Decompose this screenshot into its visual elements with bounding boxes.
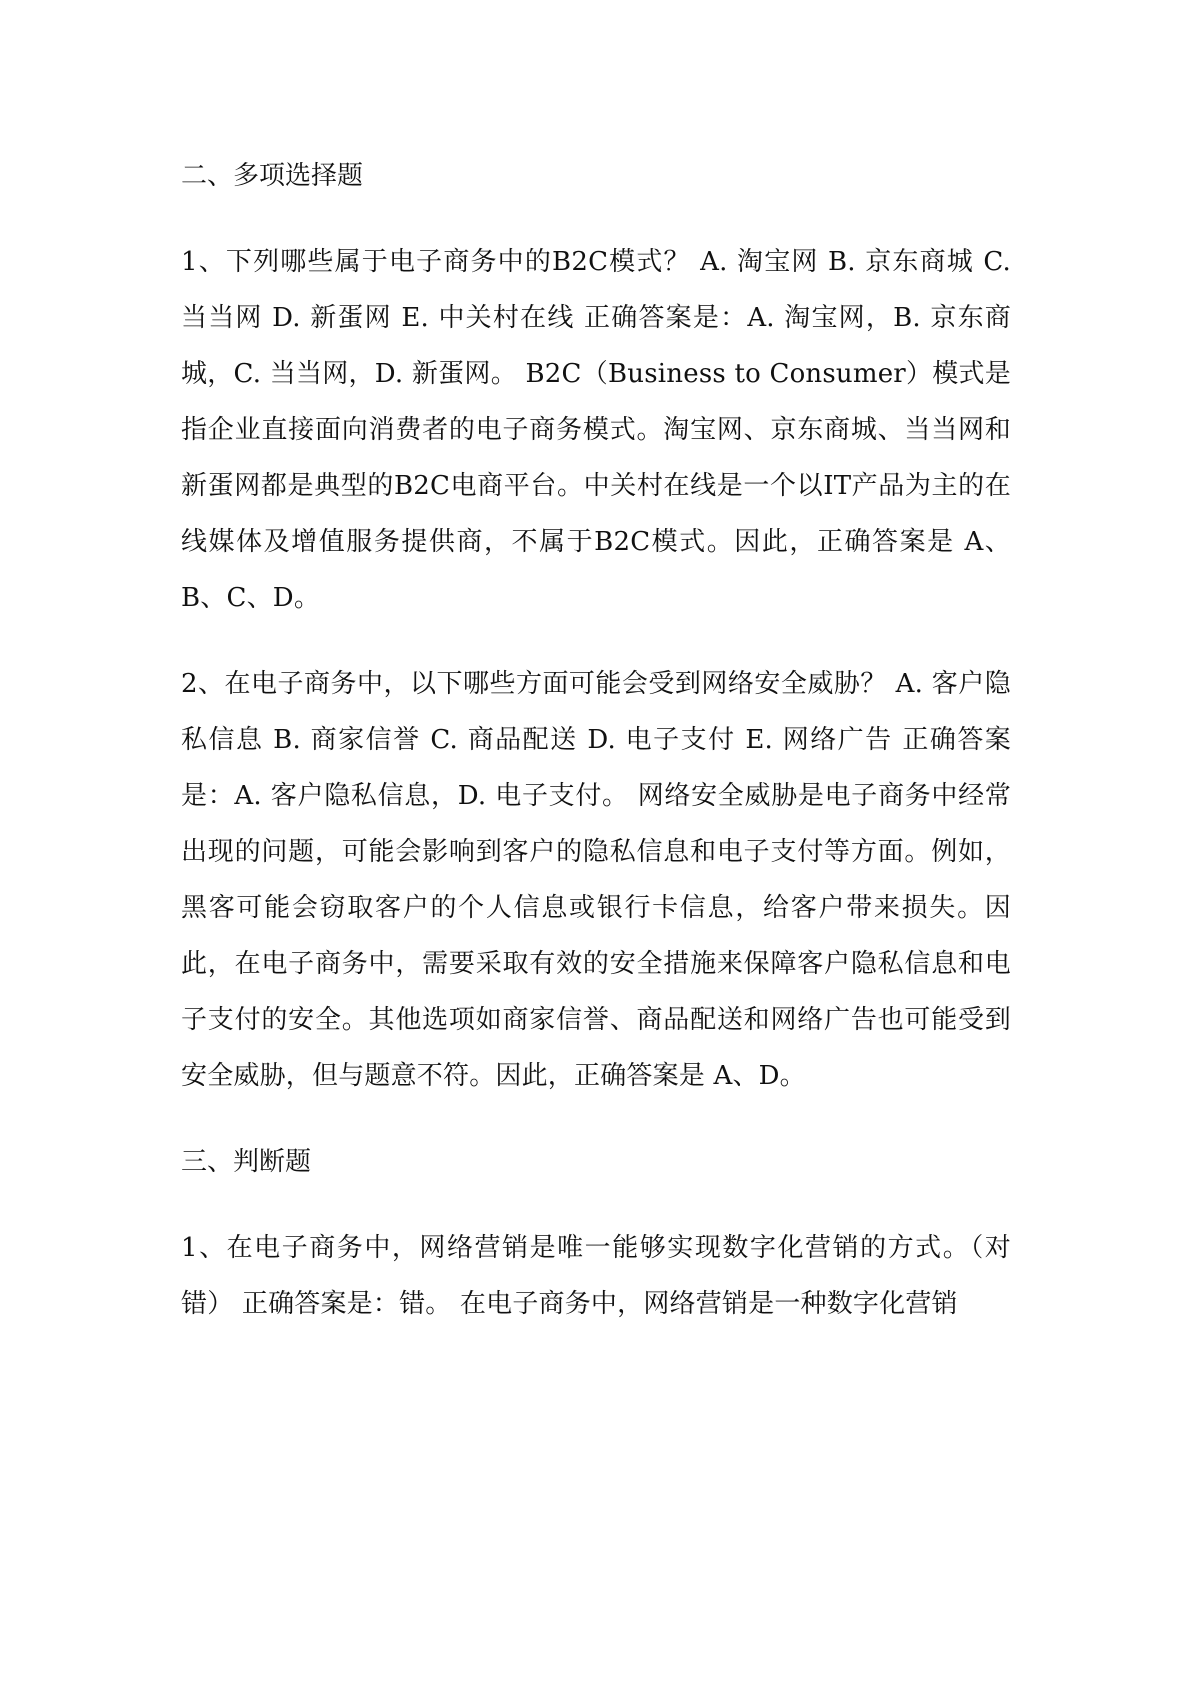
document-content bbox=[181, 148, 1011, 1332]
question-paragraph-3: 1、在电子商务中，网络营销是唯一能够实现数字化营销的方式。（对错） 正确答案是：错。 在电子商务中，网络营销是一种数字化营销 bbox=[181, 1233, 1011, 1319]
section-heading-true-false: 三、判断题 bbox=[181, 1147, 312, 1177]
question-paragraph-1: 1、下列哪些属于电子商务中的B2C模式？ A. 淘宝网 B. 京东商城 C. 当当网 D. 新蛋网 E. 中关村在线 正确答案是：A. 淘宝网，B. 京东商城，C. 当当网，D. 新蛋网。 B2C（Business to Consumer）模式是指企业直接面向消费者的电子商务模式。淘宝网、京东商城、当当网和新蛋网都是典型的B2C电商平台。中关村在线是一个以IT产品为主的在线媒体及增值服务提供商，不属于B2C模式。因此，正确答案是 A、B、C、D。 bbox=[181, 247, 1011, 613]
question-paragraph-2: 2、在电子商务中，以下哪些方面可能会受到网络安全威胁？ A. 客户隐私信息 B. 商家信誉 C. 商品配送 D. 电子支付 E. 网络广告 正确答案是：A. 客户隐私信息，D. 电子支付。 网络安全威胁是电子商务中经常出现的问题，可能会影响到客户的隐私信息和电子支付等方面。例如，黑客可能会窃取客户的个人信息或银行卡信息，给客户带来损失。因此，在电子商务中，需要采取有效的安全措施来保障客户隐私信息和电子支付的安全。其他选项如商家信誉、商品配送和网络广告也可能受到安全威胁，但与题意不符。因此，正确答案是 A、D。 bbox=[181, 669, 1011, 1091]
section-heading-multiple-choice: 二、多项选择题 bbox=[181, 161, 364, 191]
